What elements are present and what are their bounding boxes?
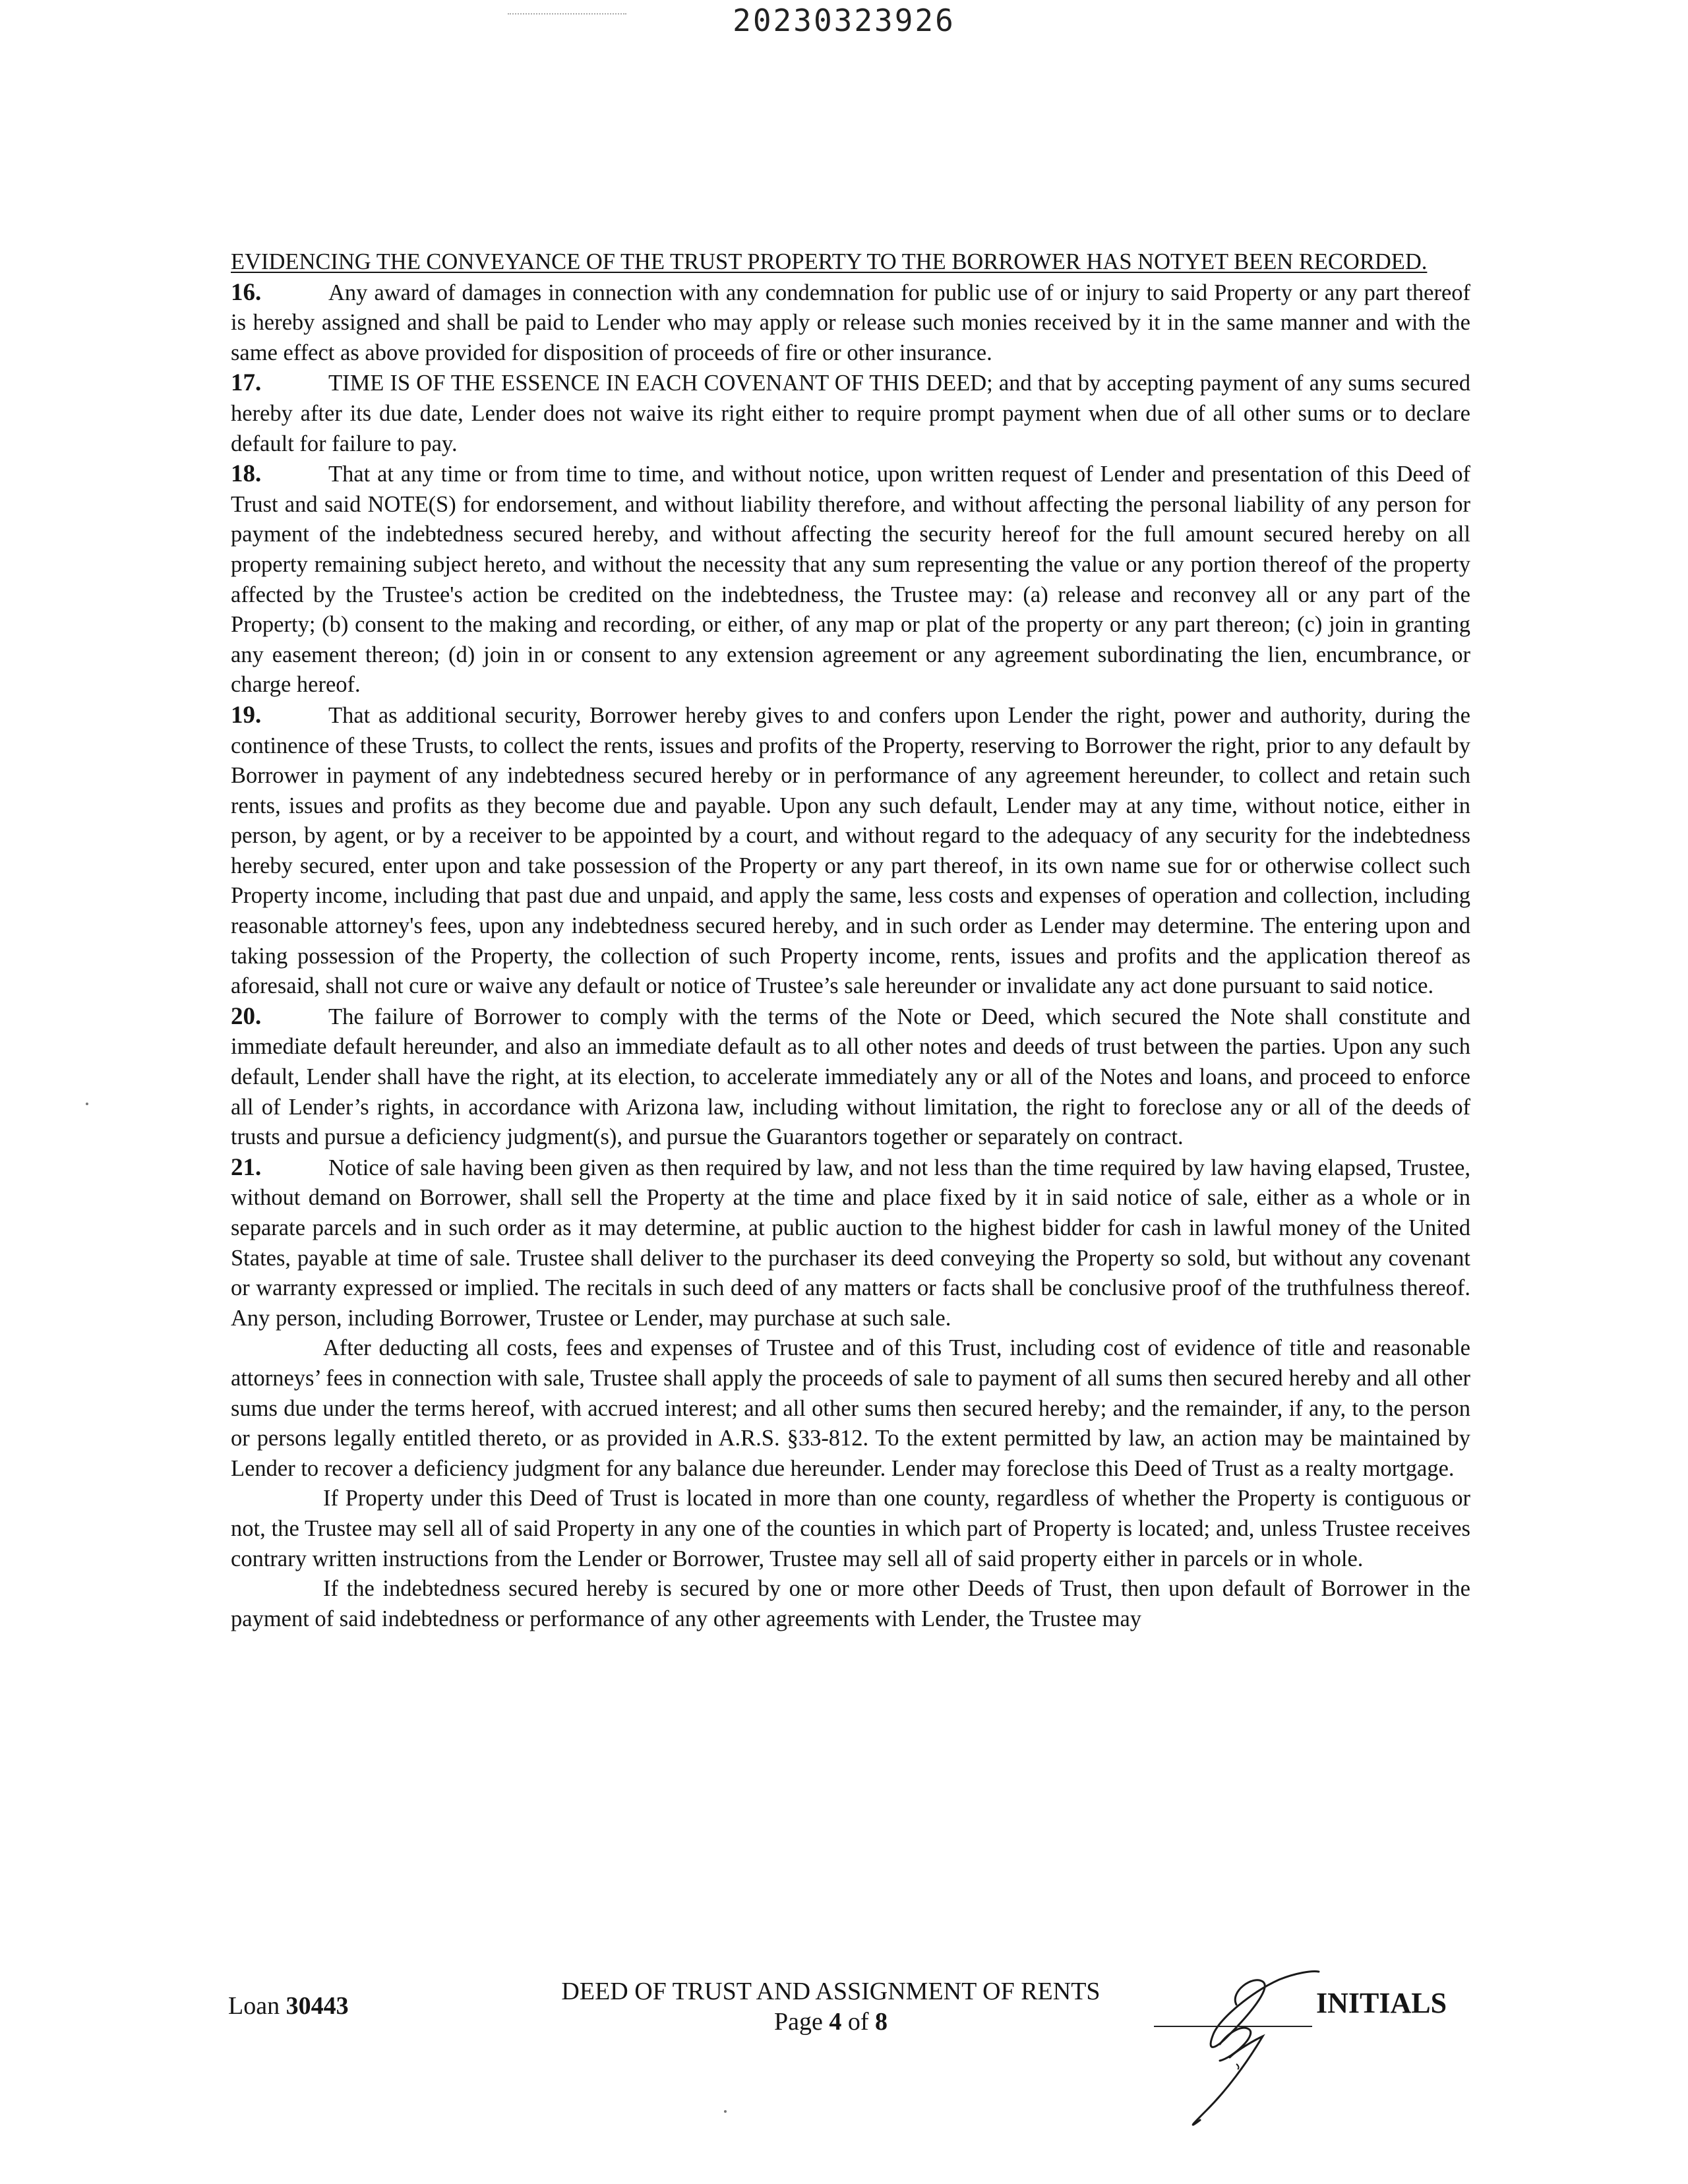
section-text: Notice of sale having been given as then required by law, and not less than the time required by law having elapsed, Trustee, without demand on Borrower, shall sell the Property at the time and place fixed by it in said notice of sale, either as a whole or in separate parcels and in such order as it may determine, at public auction to the highest bidder for cash in lawful money of the United States, payable at time of sale. Trustee shall deliver to the purchaser its deed conveying the Property so sold, but without any covenant or warranty expressed or implied. The recitals in such deed of any matters or facts shall be conclusive proof of the truthfulness thereof. Any person, including Borrower, Trustee or Lender, may purchase at such sale. xyxy=(231,1155,1470,1331)
footer-title: DEED OF TRUST AND ASSIGNMENT OF RENTS xyxy=(561,1978,1100,2005)
paragraph-multiple-counties: If Property under this Deed of Trust is located in more than one county, regardless of whether the Property is contiguous or not, the Trustee may sell all of said Property in any one of the counties in which part of Property is located; and, unless Trustee receives contrary written instructions from the Lender or Borrower, Trustee may sell all of said property either in parcels or in whole. xyxy=(231,1486,1470,1571)
loan-label: Loan xyxy=(228,1992,280,2020)
section-number: 20. xyxy=(231,1002,262,1030)
footer-loan xyxy=(228,1991,349,2020)
section-number: 16. xyxy=(231,278,262,306)
section-21 xyxy=(231,1153,1470,1334)
page-current: 4 xyxy=(829,2008,842,2036)
section-text: The failure of Borrower to comply with the terms of the Note or Deed, which secured the Note shall constitute and immediate default hereunder, and also an immediate default as to all other notes and deeds of trust between the parties. Upon any such default, Lender shall have the right, at its election, to accelerate immediately any or all of the Notes and loans, and proceed to enforce all of Lender’s rights, in accordance with Arizona law, including without limitation, the right to foreclose any or all of the deeds of trusts and pursue a deficiency judgment(s), and pursue the Guarantors together or separately on contract. xyxy=(231,1004,1470,1150)
section-number: 18. xyxy=(231,460,262,488)
page-total: 8 xyxy=(875,2008,888,2036)
section-text: That at any time or from time to time, and without notice, upon written request of Lender and presentation of this Deed of Trust and said NOTE(S) for endorsement, and without liability therefore, and without affecting the personal liability of any person for payment of the indebtedness secured hereby, and without affecting the security hereof for the full amount secured hereby on all property remaining subject hereto, and without the necessity that any sum representing the value or any portion thereof of the property affected by the Trustee's action be credited on the indebtedness, the Trustee may: (a) release and reconvey all or any part of the Property; (b) consent to the making and recording, or either, of any map or plat of the property or any part thereon; (c) join in granting any easement thereon; (d) join in or consent to any extension agreement or any agreement subordinating the lien, encumbrance, or charge hereof. xyxy=(231,462,1470,698)
section-18 xyxy=(231,459,1470,700)
document-number: 20230323926 xyxy=(733,3,955,38)
scan-speck xyxy=(86,1103,88,1105)
page-indicator xyxy=(501,2007,1160,2037)
page-of: of xyxy=(847,2008,869,2036)
section-17 xyxy=(231,368,1470,459)
section-text: TIME IS OF THE ESSENCE IN EACH COVENANT OF THIS DEED; and that by accepting payment of any sums secured hereby after its due date, Lender does not waive its right either to require prompt payment when due of all other sums or to declare default for failure to pay. xyxy=(231,371,1470,456)
section-number: 19. xyxy=(231,701,262,729)
page-label: Page xyxy=(773,2008,823,2036)
footer-center xyxy=(501,1976,1160,2037)
lead-in-text: EVIDENCING THE CONVEYANCE OF THE TRUST PROPERTY TO THE BORROWER HAS NOTYET BEEN RECORDED. xyxy=(231,249,1428,274)
paragraph-proceeds: After deducting all costs, fees and expenses of Trustee and of this Trust, including cost of evidence of title and reasonable attorneys’ fees in connection with sale, Trustee shall apply the proceeds of sale to payment of all sums then secured hereby and all other sums due under the terms hereof, with accrued interest; and all other sums then secured hereby; and the remainder, if any, to the person or persons legally entitled thereto, or as provided in A.R.S. §33-812. To the extent permitted by law, an action may be maintained by Lender to recover a deficiency judgment for any balance due hereunder. Lender may foreclose this Deed of Trust as a realty mortgage. xyxy=(231,1335,1470,1481)
loan-number: 30443 xyxy=(286,1992,349,2020)
section-text: That as additional security, Borrower hereby gives to and confers upon Lender the right, power and authority, during the continence of these Trusts, to collect the rents, issues and profits of the Property, reserving to Borrower the right, prior to any default by Borrower in payment of any indebtedness secured hereby or in performance of any agreement hereunder, to collect and retain such rents, issues and profits as they become due and payable. Upon any such default, Lender may at any time, without notice, either in person, by agent, or by a receiver to be appointed by a court, and without regard to the adequacy of any security for the indebtedness hereby secured, enter upon and take possession of the Property or any part thereof, in its own name sue for or otherwise collect such Property income, including that past due and unpaid, and apply the same, less costs and expenses of operation and collection, including reasonable attorney's fees, upon any indebtedness secured hereby, and in such order as Lender may determine. The entering upon and taking possession of the Property, the collection of such Property income, rents, issues and profits and the application thereof as aforesaid, shall not cure or waive any default or notice of Trustee’s sale hereunder or invalidate any act done pursuant to said notice. xyxy=(231,702,1470,999)
section-19 xyxy=(231,700,1470,1002)
section-16 xyxy=(231,278,1470,369)
scan-speck xyxy=(724,2110,727,2113)
initials-label: INITIALS xyxy=(1316,1987,1447,2019)
section-text: Any award of damages in connection with any condemnation for public use of or injury to said Property or any part thereof is hereby assigned and shall be paid to Lender who may apply or release such monies received by it in the same manner and with the same effect as above provided for disposition of proceeds of fire or other insurance. xyxy=(231,280,1470,365)
section-number: 17. xyxy=(231,369,262,397)
section-20 xyxy=(231,1002,1470,1153)
initials-signature-line xyxy=(1154,2026,1312,2027)
paragraph-other-deeds: If the indebtedness secured hereby is secured by one or more other Deeds of Trust, then upon default of Borrower in the payment of said indebtedness or performance of any other agreements with Lender, the Trustee may xyxy=(231,1576,1470,1631)
section-number: 21. xyxy=(231,1153,262,1181)
body-text xyxy=(231,247,1470,1634)
handwritten-initials-signature xyxy=(1121,1952,1345,2150)
